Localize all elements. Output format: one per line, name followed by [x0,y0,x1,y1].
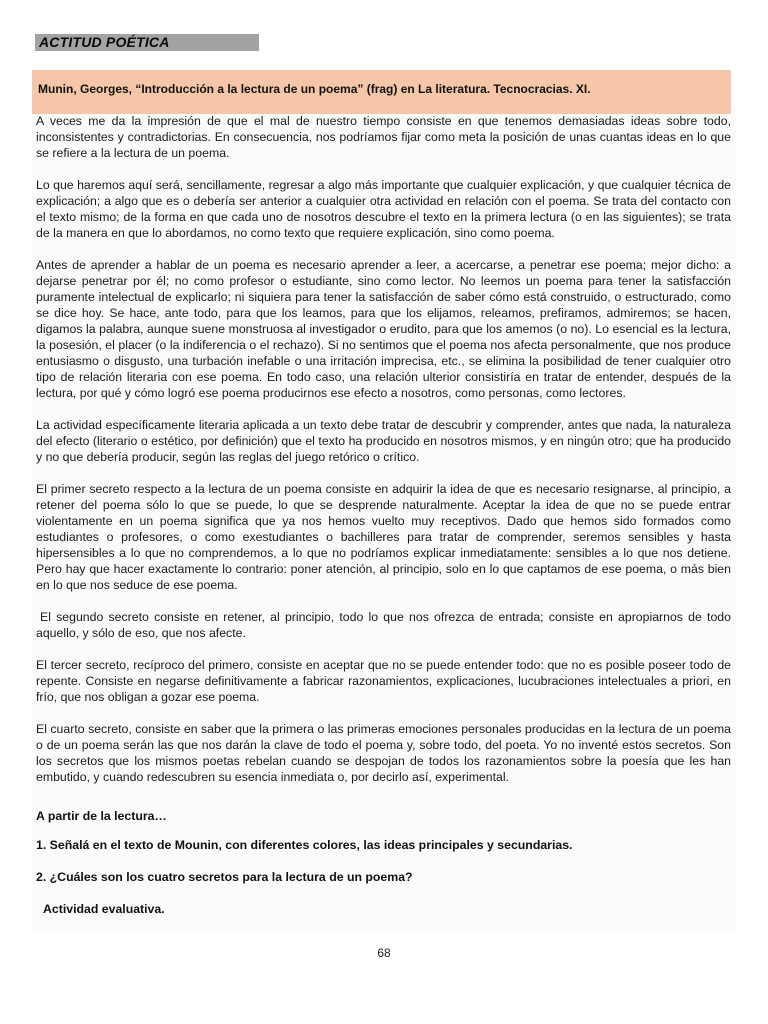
paragraph-third-secret: El tercer secreto, recíproco del primero, consiste en aceptar que no se puede entender todo: que no es posible poseer todo de repente. Consiste en negarse definitivamente a fabricar razonamientos, explicaciones, lucubraciones intelectuales a priori, en frío, que nos obligan a gozar ese poema. [36,658,731,704]
evaluation-label: Actividad evaluativa. [43,902,165,916]
article-body [36,113,731,801]
page-number: 68 [377,946,391,960]
paragraph-reading: Antes de aprender a hablar de un poema es necesario aprender a leer, a acercarse, a penetrar ese poema; mejor dicho: a dejarse penetrar por él; no como profesor o estudiante, sino como lector. No leemos un poema para tener la satisfacción puramente intelectual de explicarlo; ni siquiera para tener la satisfacción de saber cómo está construido, o estructurado, como se dice hoy. Se hace, ante todo, para que los leamos, para que los elijamos, releamos, prefiramos, admiremos; se hacen, digamos la palabra, aunque suene monstruosa al investigador o erudito, para que los amemos (o no). Lo esencial es la lectura, la posesión, el placer (o la indiferencia o el rechazo). Si no sentimos que el poema nos afecta personalmente, que nos produce entusiasmo o disgusto, una turbación inefable o una irritación imprecisa, etc., se elimina la posibilidad de tener cualquier otro tipo de relación literaria con ese poema. En todo caso, una relación ulterior consistiría en tratar de entender, después de la lectura, por qué y cómo logró ese poema producirnos ese efecto a nosotros, como personas, como lectores. [36,258,731,400]
paragraph-fourth-secret: El cuarto secreto, consiste en saber que la primera o las primeras emociones personales producidas en la lectura de un poema o de un poema serán las que nos darán la clave de todo el poema y, sobre todo, del poeta. Yo no inventé estos secretos. Son los secretos que los mismos poetas rebelan cuando se despojan de todos los razonamientos sobre la poesía que les han embutido, y cuando redescubren su esencia inmediata o, por decirlo así, experimental. [36,722,731,784]
paragraph-literary-activity: La actividad específicamente literaria aplicada a un texto debe tratar de descubrir y comprender, antes que nada, la naturaleza del efecto (literario o estético, por definición) que el texto ha producido en nosotros mismos, y en ningún otro; que ha producido y no que debería producir, según las reglas del juego retórico o crítico. [36,418,731,464]
citation-text: Munin, Georges, “Introducción a la lectura de un poema” (frag) en La literatura. Tecnocracias. XI. [38,82,591,96]
activity-item-2: 2. ¿Cuáles son los cuatro secretos para la lectura de un poema? [36,870,413,884]
paragraph-first-secret: El primer secreto respecto a la lectura de un poema consiste en adquirir la idea de que es necesario resignarse, al principio, a retener del poema sólo lo que se puede, lo que se desprende naturalmente. Aceptar la idea de que no se puede entrar violentamente en un poema significa que ya nos hemos vuelto muy receptivos. Dado que hemos sido formados como estudiantes o profesores, o como exestudiantes o bachilleres para tratar de comprender, seremos sensibles y hasta hipersensibles a lo que no comprendemos, a lo que no podríamos explicar inmediatamente: sensibles a lo que nos detiene. Pero hay que hacer exactamente lo contrario: poner atención, al principio, solo en lo que captamos de ese poema, o más bien en lo que nos seduce de ese poema. [36,482,731,592]
citation-banner [32,70,731,114]
activity-item-1: 1. Señalá en el texto de Mounin, con diferentes colores, las ideas principales y secundarias. [36,838,573,852]
paragraph-contact: Lo que haremos aquí será, sencillamente, regresar a algo más importante que cualquier explicación, y que cualquier técnica de explicación; a algo que es o debería ser anterior a cualquier otra actividad en relación con el poema. Se trata del contacto con el texto mismo; de la forma en que cada uno de nosotros descubre el texto en la primera lectura (o en las siguientes); se trata de la manera en que lo abordamos, no como texto que requiere explicación, sino como poema. [36,178,731,240]
paragraph-intro: A veces me da la impresión de que el mal de nuestro tiempo consiste en que tenemos demasiadas ideas sobre todo, inconsistentes y contradictorias. En consecuencia, nos podríamos fijar como meta la posición de unas cuantas ideas en lo que se refiere a la lectura de un poema. [36,114,731,160]
section-title: ACTITUD POÉTICA [35,34,259,51]
paragraph-second-secret: El segundo secreto consiste en retener, al principio, todo lo que nos ofrezca de entrada; consiste en apropiarnos de todo aquello, y sólo de eso, que nos afecte. [36,610,731,640]
activities-heading: A partir de la lectura… [36,809,167,823]
